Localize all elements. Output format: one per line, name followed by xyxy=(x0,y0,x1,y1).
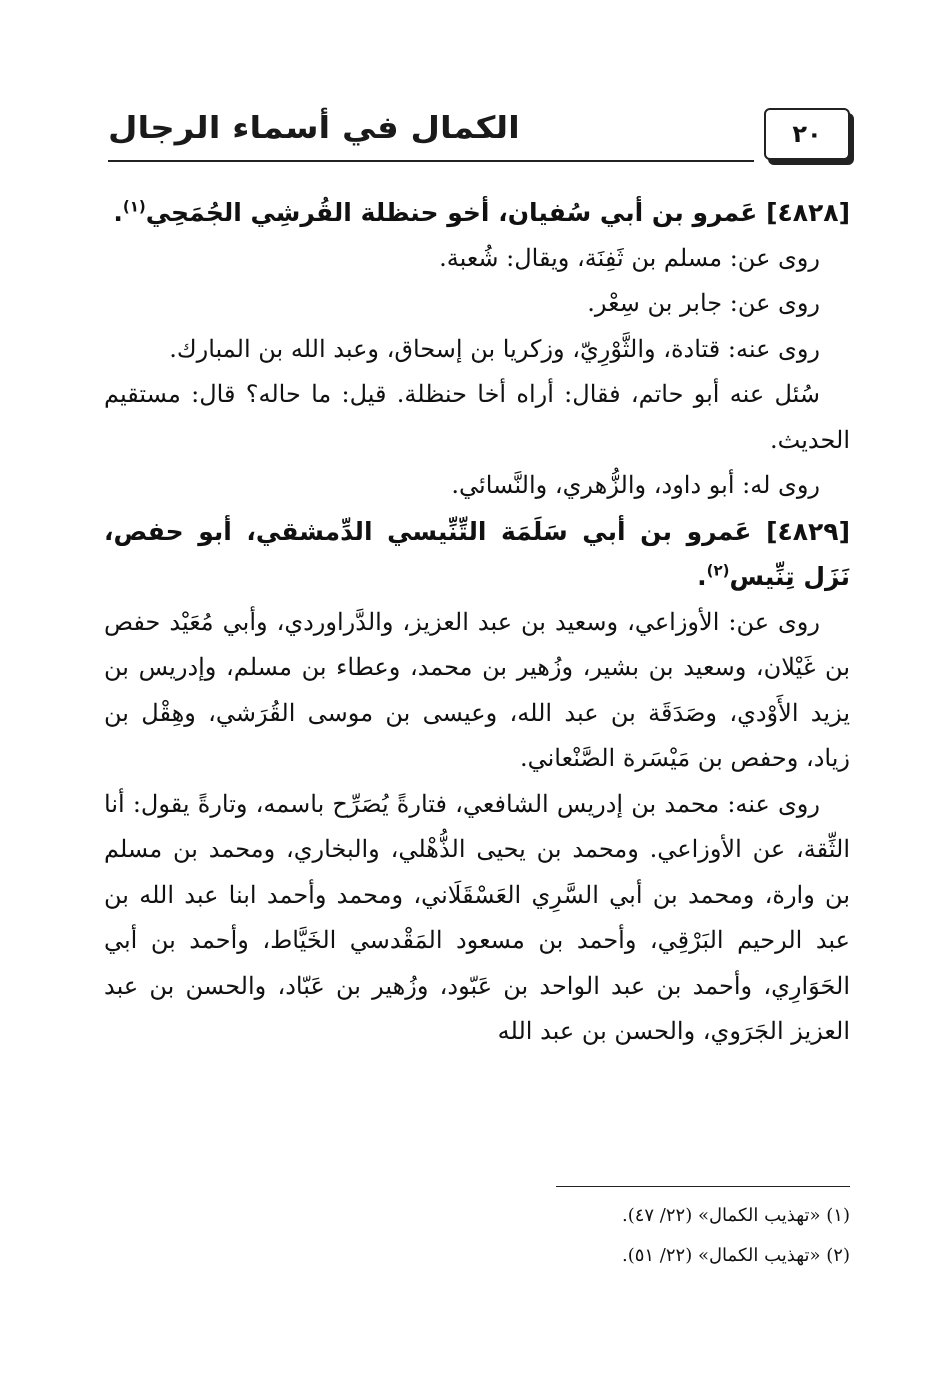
footnotes xyxy=(622,1196,850,1276)
footnote-separator xyxy=(556,1186,850,1187)
footnote-1: (١) «تهذيب الكمال» (٢٢/ ٤٧). xyxy=(621,1205,850,1226)
page-header xyxy=(108,108,850,166)
footnote-ref-2: (٢) xyxy=(706,561,730,580)
footnote-2: (٢) «تهذيب الكمال» (٢٢/ ٥١). xyxy=(621,1245,850,1266)
running-title: الكمال في أسماء الرجال xyxy=(108,110,520,146)
header-rule xyxy=(108,160,754,162)
paragraph: روى عنه: محمد بن إدريس الشافعي، فتارةً يُصَرِّح باسمه، وتارةً يقول: أنا الثِّقة، عن الأوزاعي. ومحمد بن يحيى الذُّهْلي، والبخاري، ومحمد بن مسلم بن وارة، ومحمد بن أبي السَّرِي العَسْقَلَاني، ومحمد وأحمد ابنا عبد الله بن عبد الرحيم البَرْقِي، وأحمد بن مسعود المَقْدسي الخَيَّاط، وأحمد بن أبي الحَوَارِي، وأحمد بن عبد الواحد بن عَبّود، وزُهير بن عَبّاد، والحسن بن عبد العزيز الجَرَوي، والحسن بن عبد الله xyxy=(104,789,851,1045)
entry-heading-4829: [٤٨٢٩] عَمرو بن أبي سَلَمَة التِّنِّيسي الدِّمشقي، أبو حفص، نَزَل تِنِّيس$^{(٢)}$. xyxy=(104,516,850,591)
footnote-ref-1: (١) xyxy=(122,197,146,216)
paragraph: روى عنه: قتادة، والثَّوْرِيّ، وزكريا بن إسحاق، وعبد الله بن المبارك. xyxy=(169,334,820,363)
paragraph: روى له: أبو داود، والزُّهري، والنَّسائي. xyxy=(451,471,820,499)
paragraph: روى عن: الأوزاعي، وسعيد بن عبد العزيز، والدَّراوردي، وأبي مُعَيْد حفص بن غَيْلان، وسعيد بن بشير، وزُهير بن محمد، وعطاء بن مسلم، وإدريس بن يزيد الأَوْدي، وصَدَقَة بن عبد الله، وعيسى بن موسى القُرَشي، وهِقْل بن زياد، وحفص بن مَيْسَرة الصَّنْعاني. xyxy=(104,607,850,772)
page-body xyxy=(104,190,850,1055)
paragraph: روى عن: جابر بن سِعْر. xyxy=(587,289,820,317)
paragraph: سُئل عنه أبو حاتم، فقال: أراه أخا حنظلة. قيل: ما حاله؟ قال: مستقيم الحديث. xyxy=(104,380,850,454)
paragraph: روى عن: مسلم بن ثَفِنَة، ويقال: شُعبة. xyxy=(439,243,820,272)
page-number: ٢٠ xyxy=(764,108,850,160)
entry-heading-4828: [٤٨٢٨] عَمرو بن أبي سُفيان، أخو حنظلة القُرشِي الجُمَحِي$^{(١)}$. xyxy=(113,197,850,227)
